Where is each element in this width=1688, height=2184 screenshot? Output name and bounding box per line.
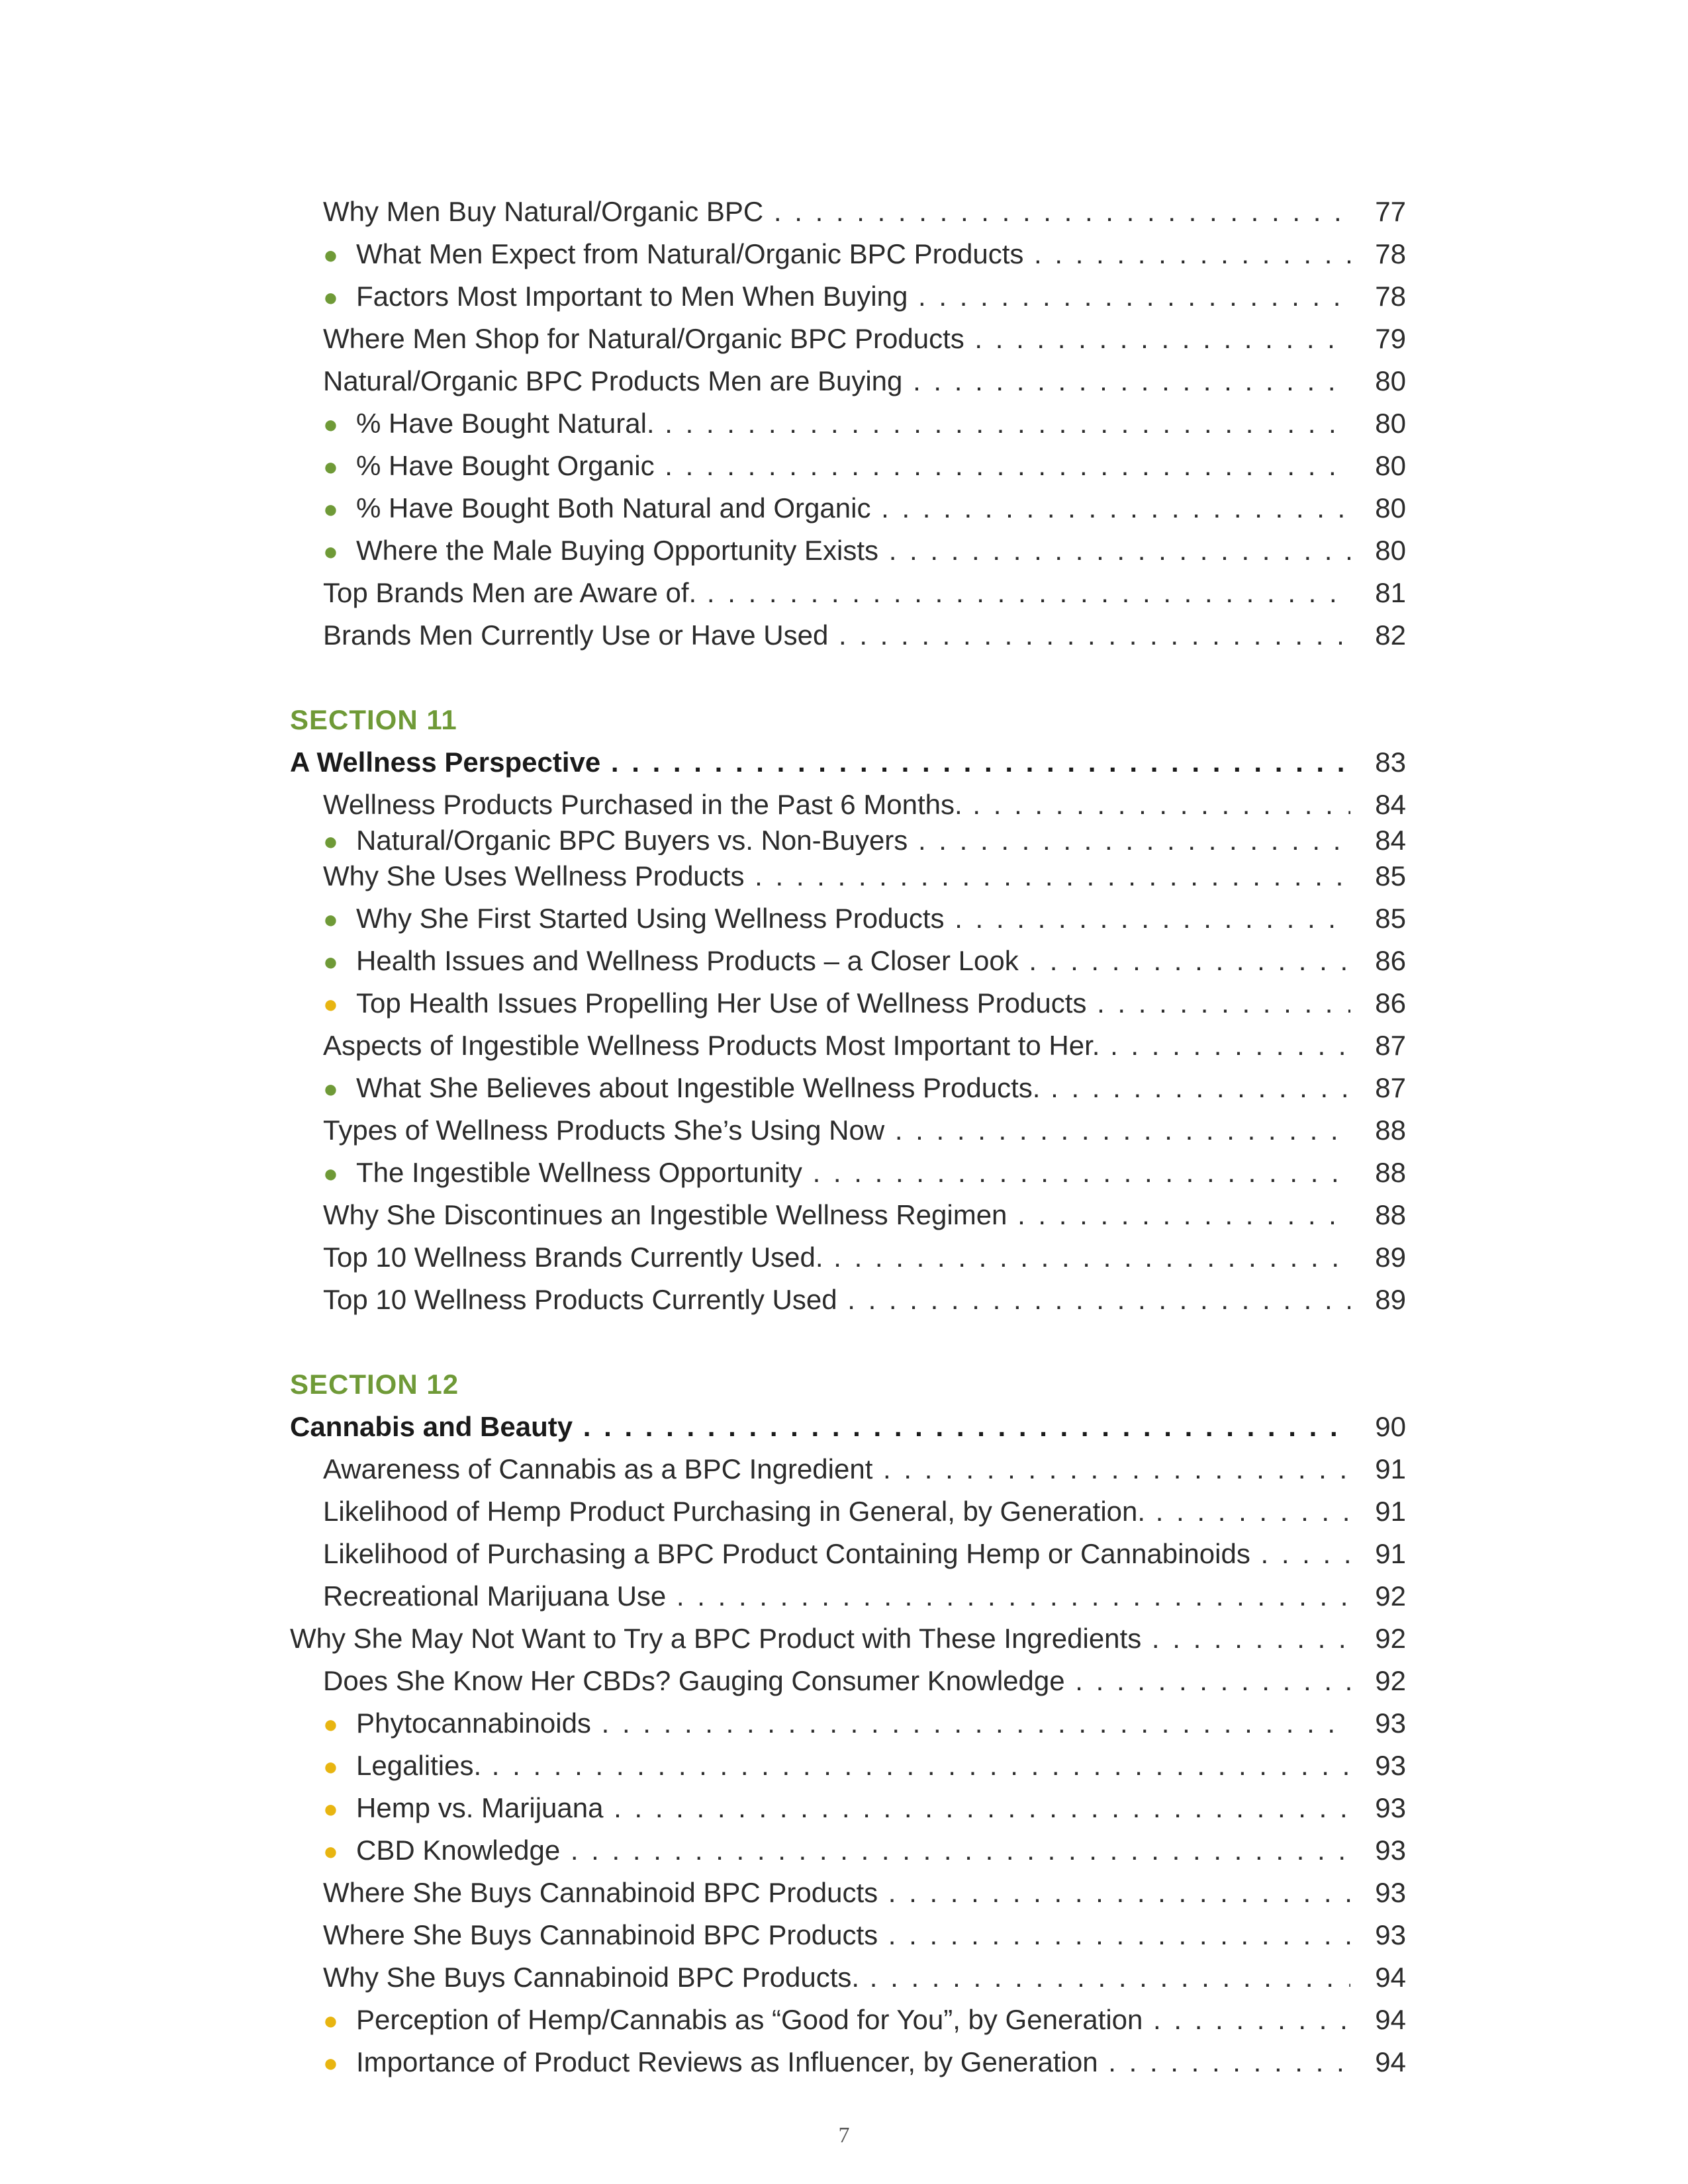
section-11-label: SECTION 11 [290, 704, 457, 735]
toc-entry-leader [323, 318, 1350, 360]
section-11-title-page: 83 [1375, 747, 1406, 778]
toc-entry-label: Where She Buys Cannabinoid BPC Products [323, 1877, 878, 1908]
toc-entry[interactable] [290, 318, 1406, 360]
toc-entry-leader [323, 1279, 1350, 1321]
toc-entry-page: 82 [1375, 619, 1406, 651]
toc-entry[interactable] [290, 1024, 1406, 1067]
toc-entry-page: 94 [1375, 1962, 1406, 1993]
toc-entry-page: 80 [1375, 408, 1406, 439]
yellow-bullet-icon: ● [323, 1796, 338, 1823]
toc-entry[interactable] [290, 1490, 1406, 1533]
toc-entry[interactable] [290, 1914, 1406, 1956]
toc-entry-leader [323, 191, 1350, 233]
toc-entry[interactable] [290, 402, 1406, 445]
toc-entry[interactable] [290, 982, 1406, 1024]
toc-entry-label: What She Believes about Ingestible Wellness Products. [356, 1072, 1041, 1103]
toc-entry-page: 92 [1375, 1623, 1406, 1654]
toc-entry-leader [323, 360, 1350, 402]
toc-entry-label: Why She Discontinues an Ingestible Wellness Regimen [323, 1199, 1008, 1230]
yellow-bullet-icon: ● [323, 2007, 338, 2035]
toc-entry-page: 85 [1375, 903, 1406, 934]
toc-entry-page: 80 [1375, 492, 1406, 523]
toc-entry-page: 87 [1375, 1072, 1406, 1103]
toc-entry-page: 92 [1375, 1580, 1406, 1612]
toc-entry-leader [323, 1829, 1350, 1872]
yellow-bullet-icon: ● [323, 1711, 338, 1739]
toc-entry-page: 93 [1375, 1792, 1406, 1823]
toc-entry-page: 94 [1375, 2046, 1406, 2077]
toc-entry-leader [323, 855, 1350, 897]
toc-entry-page: 86 [1375, 987, 1406, 1019]
toc-entry[interactable] [290, 1279, 1406, 1321]
toc-entry-label: Natural/Organic BPC Products Men are Buying [323, 365, 903, 396]
toc-entry-label: Where Men Shop for Natural/Organic BPC Products [323, 323, 964, 354]
toc-entry-page: 91 [1375, 1453, 1406, 1484]
toc-entry-label: Natural/Organic BPC Buyers vs. Non-Buyers [356, 826, 908, 855]
toc-entry-leader [323, 275, 1350, 318]
green-bullet-icon: ● [323, 948, 338, 976]
toc-entry[interactable] [290, 1236, 1406, 1279]
toc-entry-label: Brands Men Currently Use or Have Used [323, 619, 829, 651]
toc-entry-label: Phytocannabinoids [356, 1707, 591, 1739]
toc-entry-label: Hemp vs. Marijuana [356, 1792, 604, 1823]
toc-entry[interactable] [290, 940, 1406, 982]
toc-entry-page: 87 [1375, 1030, 1406, 1061]
toc-entry-label: Does She Know Her CBDs? Gauging Consumer Knowledge [323, 1665, 1065, 1696]
toc-entry[interactable] [290, 614, 1406, 657]
green-bullet-icon: ● [323, 411, 338, 439]
yellow-bullet-icon: ● [323, 991, 338, 1019]
section-11-title-entry[interactable] [290, 741, 1406, 784]
toc-entry-leader [323, 1448, 1350, 1490]
toc-entry-page: 77 [1375, 196, 1406, 227]
toc-entry-page: 93 [1375, 1750, 1406, 1781]
toc-entry-label: Where She Buys Cannabinoid BPC Products [323, 1919, 878, 1950]
toc-entry[interactable] [290, 1617, 1406, 1660]
toc-entry-leader [323, 614, 1350, 657]
toc-entry-page: 93 [1375, 1919, 1406, 1950]
toc-entry-label: Top 10 Wellness Brands Currently Used. [323, 1242, 823, 1273]
toc-entry[interactable] [290, 1787, 1406, 1829]
toc-entry-page: 93 [1375, 1877, 1406, 1908]
toc-entry-leader [323, 826, 1350, 855]
toc-entry-page: 88 [1375, 1157, 1406, 1188]
toc-entry-page: 91 [1375, 1496, 1406, 1527]
toc-entry[interactable] [290, 487, 1406, 529]
toc-group-top [290, 191, 1406, 657]
section-12-title-page: 90 [1375, 1411, 1406, 1442]
green-bullet-icon: ● [323, 1160, 338, 1188]
toc-entry[interactable] [290, 275, 1406, 318]
toc-entry-leader [323, 1236, 1350, 1279]
toc-entry-page: 92 [1375, 1665, 1406, 1696]
toc-entry-label: CBD Knowledge [356, 1835, 561, 1866]
toc-entry[interactable] [290, 2041, 1406, 2083]
green-bullet-icon: ● [323, 828, 338, 855]
toc-entry-label: % Have Bought Organic [356, 450, 655, 481]
toc-entry-leader [323, 1660, 1350, 1702]
toc-entry-leader [323, 1745, 1350, 1787]
toc-entry-page: 91 [1375, 1538, 1406, 1569]
toc-entry-label: Likelihood of Purchasing a BPC Product Containing Hemp or Cannabinoids [323, 1538, 1250, 1569]
toc-entry-leader [323, 1024, 1350, 1067]
toc-entry-leader [323, 529, 1350, 572]
toc-entry-leader [323, 1575, 1350, 1617]
toc-entry-leader [323, 2041, 1350, 2083]
toc-entry-label: Perception of Hemp/Cannabis as “Good for You”, by Generation [356, 2004, 1143, 2035]
toc-entry-leader [323, 1914, 1350, 1956]
toc-entry-label: Aspects of Ingestible Wellness Products Most Important to Her. [323, 1030, 1100, 1061]
toc-entry-page: 80 [1375, 450, 1406, 481]
toc-entry-leader [323, 784, 1350, 826]
toc-entry-label: Recreational Marijuana Use [323, 1580, 667, 1612]
green-bullet-icon: ● [323, 496, 338, 523]
toc-entry-label: Types of Wellness Products She’s Using Now [323, 1115, 885, 1146]
toc-entry[interactable] [290, 360, 1406, 402]
toc-entry-label: Health Issues and Wellness Products – a Closer Look [356, 945, 1019, 976]
toc-entry-label: Importance of Product Reviews as Influencer, by Generation [356, 2046, 1098, 2077]
toc-entry[interactable] [290, 1999, 1406, 2041]
toc-entry-page: 94 [1375, 2004, 1406, 2035]
toc-entry[interactable] [290, 191, 1406, 233]
toc-entry-leader [323, 1787, 1350, 1829]
table-of-contents [290, 191, 1406, 2083]
toc-entry[interactable] [290, 1448, 1406, 1490]
yellow-bullet-icon: ● [323, 1753, 338, 1781]
toc-entry[interactable] [290, 784, 1406, 826]
toc-entry-leader [323, 233, 1350, 275]
toc-entry-label: Likelihood of Hemp Product Purchasing in General, by Generation. [323, 1496, 1146, 1527]
toc-entry-leader [323, 402, 1350, 445]
toc-entry-leader [323, 897, 1350, 940]
toc-entry-page: 93 [1375, 1835, 1406, 1866]
toc-entry-leader [323, 487, 1350, 529]
green-bullet-icon: ● [323, 906, 338, 934]
toc-entry-leader [323, 1872, 1350, 1914]
toc-entry[interactable] [290, 1152, 1406, 1194]
toc-entry[interactable] [290, 897, 1406, 940]
toc-entry-leader [323, 1152, 1350, 1194]
toc-entry-label: Why She May Not Want to Try a BPC Product with These Ingredients [290, 1623, 1142, 1654]
green-bullet-icon: ● [323, 242, 338, 269]
spacer [290, 657, 1406, 699]
toc-entry-label: Why She Uses Wellness Products [323, 860, 745, 891]
toc-entry[interactable] [290, 855, 1406, 897]
toc-entry-page: 88 [1375, 1199, 1406, 1230]
toc-entry-leader [323, 1067, 1350, 1109]
toc-entry-page: 89 [1375, 1284, 1406, 1315]
section-12-title-entry[interactable] [290, 1406, 1406, 1448]
toc-entry-leader [323, 940, 1350, 982]
toc-entry[interactable] [290, 1067, 1406, 1109]
toc-entry-leader [290, 1617, 1350, 1660]
green-bullet-icon: ● [323, 453, 338, 481]
toc-entry[interactable] [290, 1194, 1406, 1236]
toc-entry-label: Factors Most Important to Men When Buying [356, 281, 908, 312]
toc-group-section-12 [290, 1448, 1406, 2083]
toc-entry-page: 80 [1375, 365, 1406, 396]
toc-entry-label: The Ingestible Wellness Opportunity [356, 1157, 802, 1188]
toc-entry[interactable] [290, 1533, 1406, 1575]
toc-entry[interactable] [290, 233, 1406, 275]
toc-entry-leader [323, 982, 1350, 1024]
section-12-title: Cannabis and Beauty [290, 1411, 573, 1442]
toc-entry-leader [323, 1533, 1350, 1575]
toc-entry-label: % Have Bought Natural. [356, 408, 655, 439]
toc-entry-label: Top Health Issues Propelling Her Use of Wellness Products [356, 987, 1087, 1019]
toc-entry-leader [323, 1490, 1350, 1533]
toc-entry-label: Why Men Buy Natural/Organic BPC [323, 196, 764, 227]
toc-entry[interactable] [290, 1109, 1406, 1152]
toc-entry-leader [323, 572, 1350, 614]
toc-entry[interactable] [290, 572, 1406, 614]
toc-entry-label: Top Brands Men are Aware of. [323, 577, 697, 608]
toc-entry[interactable] [290, 445, 1406, 487]
yellow-bullet-icon: ● [323, 1838, 338, 1866]
toc-entry-label: Wellness Products Purchased in the Past 6 Months. [323, 789, 962, 820]
toc-entry-label: What Men Expect from Natural/Organic BPC Products [356, 238, 1024, 269]
spacer [290, 1321, 1406, 1363]
toc-entry[interactable] [290, 1660, 1406, 1702]
toc-entry-leader [323, 1999, 1350, 2041]
green-bullet-icon: ● [323, 284, 338, 312]
yellow-bullet-icon: ● [323, 2050, 338, 2077]
toc-entry-page: 81 [1375, 577, 1406, 608]
toc-entry[interactable] [290, 1829, 1406, 1872]
toc-entry-page: 93 [1375, 1707, 1406, 1739]
toc-entry-leader [323, 445, 1350, 487]
toc-entry-label: Top 10 Wellness Products Currently Used [323, 1284, 837, 1315]
toc-entry[interactable] [290, 1702, 1406, 1745]
toc-entry-page: 79 [1375, 323, 1406, 354]
toc-entry-page: 78 [1375, 281, 1406, 312]
toc-entry-leader [323, 1109, 1350, 1152]
section-11-title: A Wellness Perspective [290, 747, 601, 778]
toc-entry-label: Legalities. [356, 1750, 482, 1781]
green-bullet-icon: ● [323, 538, 338, 566]
green-bullet-icon: ● [323, 1075, 338, 1103]
toc-entry-label: Why She First Started Using Wellness Products [356, 903, 945, 934]
toc-entry-leader [323, 1702, 1350, 1745]
toc-entry[interactable] [290, 1745, 1406, 1787]
toc-group-section-11 [290, 784, 1406, 1321]
toc-entry[interactable] [290, 826, 1406, 855]
toc-entry[interactable] [290, 529, 1406, 572]
toc-entry-label: Why She Buys Cannabinoid BPC Products. [323, 1962, 860, 1993]
toc-entry-page: 89 [1375, 1242, 1406, 1273]
toc-entry-page: 88 [1375, 1115, 1406, 1146]
toc-entry-label: % Have Bought Both Natural and Organic [356, 492, 871, 523]
toc-entry-leader [323, 1194, 1350, 1236]
toc-entry-page: 80 [1375, 535, 1406, 566]
toc-entry-page: 78 [1375, 238, 1406, 269]
section-12-label: SECTION 12 [290, 1369, 459, 1400]
toc-entry-leader [323, 1956, 1350, 1999]
page-number: 7 [838, 2123, 850, 2148]
toc-entry-page: 84 [1375, 789, 1406, 820]
toc-entry-label: Awareness of Cannabis as a BPC Ingredient [323, 1453, 873, 1484]
toc-entry-page: 84 [1375, 825, 1406, 856]
toc-entry-label: Where the Male Buying Opportunity Exists [356, 535, 879, 566]
toc-entry[interactable] [290, 1872, 1406, 1914]
toc-entry[interactable] [290, 1956, 1406, 1999]
toc-entry-page: 85 [1375, 860, 1406, 891]
toc-entry[interactable] [290, 1575, 1406, 1617]
toc-entry-page: 86 [1375, 945, 1406, 976]
